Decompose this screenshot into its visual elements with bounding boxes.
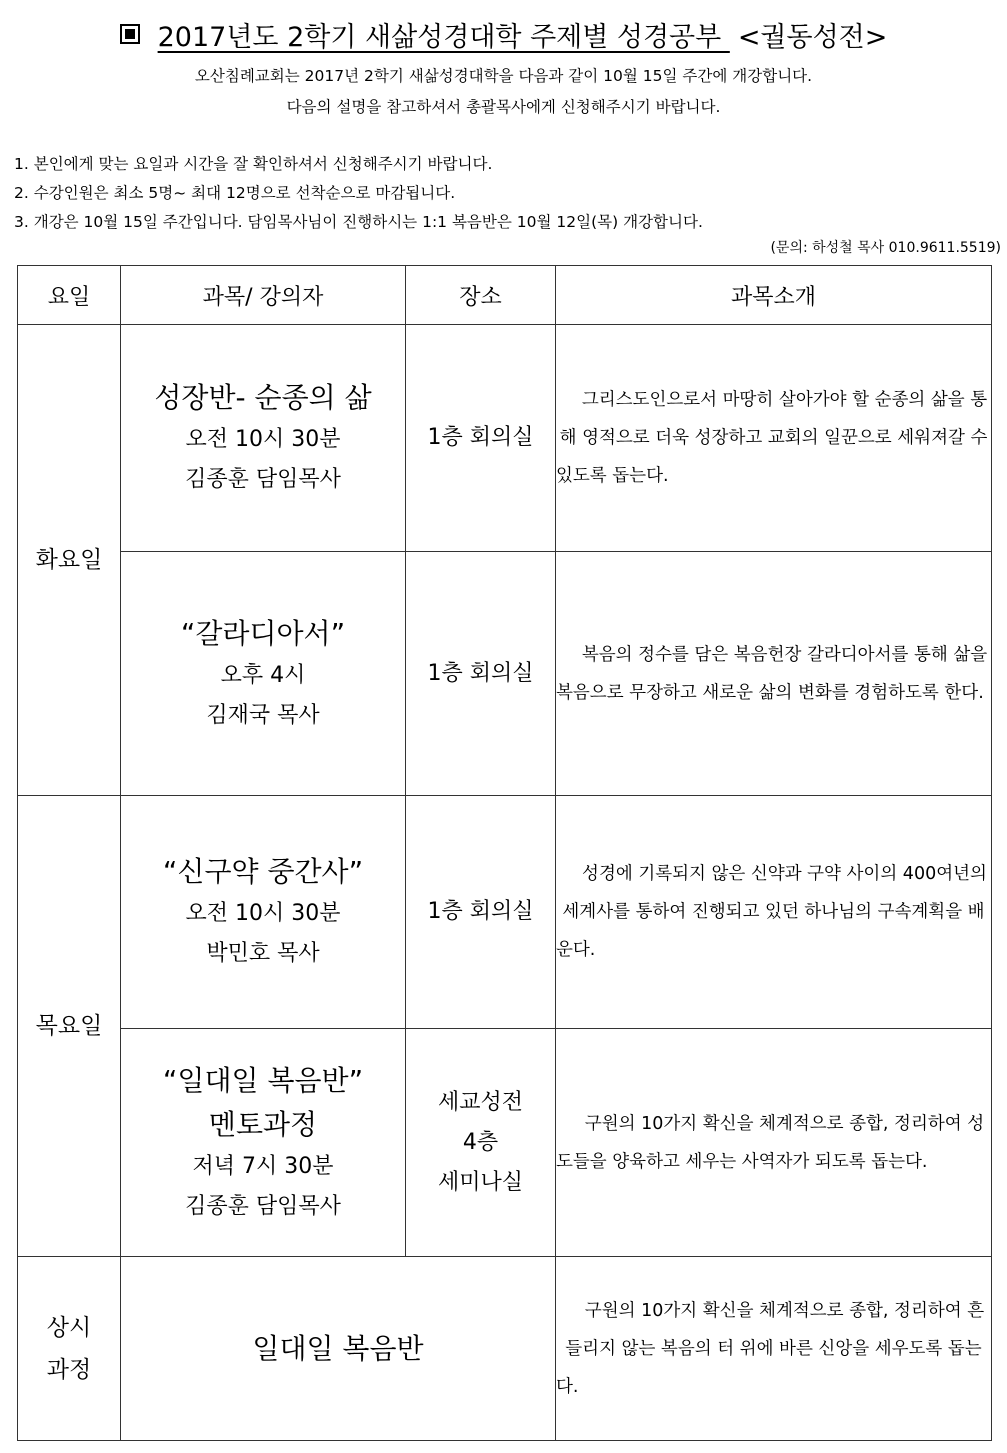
course-title: “갈라디아서” bbox=[180, 616, 346, 650]
course-time: 오후 4시 bbox=[220, 662, 306, 688]
notice-3: 3. 개강은 10월 15일 주간입니다. 담임목사님이 진행하시는 1:1 복음반은 10월 12일(목) 개강합니다. bbox=[14, 213, 703, 231]
header-course: 과목/ 강의자 bbox=[121, 266, 406, 325]
place-line: 4층 bbox=[462, 1129, 499, 1155]
document-title bbox=[0, 18, 1007, 58]
course-description: 구원의 10가지 확신을 체계적으로 종합, 정리하여 흔들리지 않는 복음의 터 위에 바른 신앙을 세우도록 돕는다. bbox=[556, 1257, 992, 1441]
course-cell bbox=[121, 1029, 406, 1257]
course-description: 구원의 10가지 확신을 체계적으로 종합, 정리하여 성도들을 양육하고 세우는 사역자가 되도록 돕는다. bbox=[556, 1029, 992, 1257]
table-row bbox=[18, 1029, 992, 1257]
regular-course-title: 일대일 복음반 bbox=[121, 1257, 556, 1441]
notice-1: 1. 본인에게 맞는 요일과 시간을 잘 확인하셔서 신청해주시기 바랍니다. bbox=[14, 155, 493, 173]
course-description: 성경에 기록되지 않은 신약과 구약 사이의 400여년의 세계사를 통하여 진행되고 있던 하나님의 구속계획을 배운다. bbox=[556, 796, 992, 1029]
day-thursday: 목요일 bbox=[18, 796, 121, 1257]
square-bullet-icon bbox=[120, 24, 140, 44]
course-teacher: 김종훈 담임목사 bbox=[185, 467, 341, 492]
contact-info: (문의: 하성철 목사 010.9611.5519) bbox=[770, 240, 1001, 256]
day-regular bbox=[18, 1257, 121, 1441]
course-teacher: 박민호 목사 bbox=[206, 941, 320, 966]
course-place: 1층 회의실 bbox=[406, 552, 556, 796]
course-description: 복음의 정수를 담은 복음헌장 갈라디아서를 통해 삶을 복음으로 무장하고 새로운 삶의 변화를 경험하도록 한다. bbox=[556, 552, 992, 796]
table-row bbox=[18, 325, 992, 552]
header-place: 장소 bbox=[406, 266, 556, 325]
header-day: 요일 bbox=[18, 266, 121, 325]
intro-line-1: 오산침례교회는 2017년 2학기 새삶성경대학을 다음과 같이 10월 15일 주간에 개강합니다. bbox=[194, 67, 813, 85]
title-location: <궐동성전> bbox=[737, 22, 888, 53]
course-place bbox=[406, 1029, 556, 1257]
course-cell bbox=[121, 796, 406, 1029]
course-place: 1층 회의실 bbox=[406, 796, 556, 1029]
course-time: 저녁 7시 30분 bbox=[192, 1153, 334, 1179]
course-title: 성장반- 순종의 삶 bbox=[154, 381, 372, 414]
schedule-table bbox=[17, 265, 992, 1441]
notice-2: 2. 수강인원은 최소 5명~ 최대 12명으로 선착순으로 마감됩니다. bbox=[14, 184, 456, 202]
header-description: 과목소개 bbox=[556, 266, 992, 325]
intro-line-2: 다음의 설명을 참고하셔서 총괄목사에게 신청해주시기 바랍니다. bbox=[286, 98, 721, 116]
course-subtitle: 멘토과정 bbox=[208, 1107, 318, 1141]
course-title: “일대일 복음반” bbox=[162, 1063, 364, 1097]
course-time: 오전 10시 30분 bbox=[185, 901, 341, 926]
place-line: 세교성전 bbox=[437, 1089, 523, 1115]
title-main: 2017년도 2학기 새삶성경대학 주제별 성경공부 bbox=[157, 22, 730, 53]
course-time: 오전 10시 30분 bbox=[185, 427, 341, 452]
course-cell bbox=[121, 552, 406, 796]
day-tuesday: 화요일 bbox=[18, 325, 121, 796]
course-cell bbox=[121, 325, 406, 552]
course-title: “신구약 중간사” bbox=[162, 855, 364, 888]
place-line: 세미나실 bbox=[437, 1169, 523, 1195]
day-regular-line: 과정 bbox=[46, 1356, 92, 1383]
course-teacher: 김종훈 담임목사 bbox=[185, 1193, 341, 1219]
table-row bbox=[18, 796, 992, 1029]
table-row bbox=[18, 1257, 992, 1441]
day-regular-line: 상시 bbox=[46, 1314, 92, 1341]
table-header-row bbox=[18, 266, 992, 325]
course-description: 그리스도인으로서 마땅히 살아가야 할 순종의 삶을 통해 영적으로 더욱 성장하고 교회의 일꾼으로 세워져갈 수 있도록 돕는다. bbox=[556, 325, 992, 552]
course-place: 1층 회의실 bbox=[406, 325, 556, 552]
table-row bbox=[18, 552, 992, 796]
course-teacher: 김재국 목사 bbox=[206, 702, 320, 728]
